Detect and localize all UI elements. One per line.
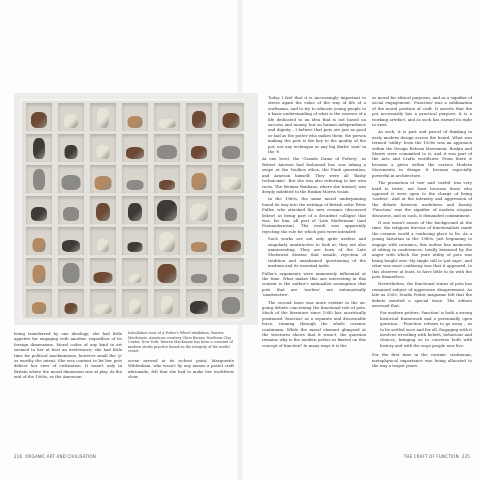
pottery-vessel: [95, 176, 112, 190]
pottery-vessel: [63, 263, 80, 283]
shelf-cell: [218, 103, 244, 131]
pottery-vessel: [126, 147, 144, 159]
pottery-vessel: [33, 138, 45, 159]
right-running-head: THE CRAFT OF FUNCTION: [403, 454, 459, 459]
middle-paragraph-6: The second issue was more evident in the on-going debate concerning the functional role of pots. Much of the literature since 1940 has uncritically positioned 'function' as a separate and discernable force, running through the whole ceramic continuum. While the moral element glimpsed at the strictures shows that it wasn't, the question remains why is the modern potter so fixated on this concept of function? In many ways it is the: [262, 299, 366, 348]
shelf-cell: [122, 258, 148, 286]
shelf-cell: [58, 227, 84, 255]
shelf-cell: [26, 165, 52, 193]
shelf-cell: [58, 134, 84, 162]
photo-caption: Installation view of A Potter's Wheel exhibition, Warren MacKenzie, American courtesy Chris Kerner, Northern Clay Center, New York. Warren MacKenzie has been a constant of modern studio practice based on the integrity of the useful vessel.: [128, 331, 233, 354]
right-footer: [404, 454, 470, 459]
middle-paragraph-2: At one level, the 'Grande Dame of Pottery', as Robert Ameson had fashioned her, was taking a swipe at the Voulkos ethos, the Funk generation, and Arneson himself. They were all 'flashy technicians'. But she was also referring to her own roots. The Weimar Bauhaus, where she trained, was deeply indebted to the Ruskin-Morris vision.: [262, 156, 366, 194]
right-paragraph-4: If one wasn't aware of the background at the time, the religious fervour of functionalists made the ceramic world a confusing place to be. As a young historian in the 1980s, just beginning to engage with ceramics, this author has memories of sitting in conferences, totally bemused by the anger with which the pure utility of pots was being fought over. My single call to 'pot sage', and what was most confusing was that it appeared, to this observer at least, to have little to do with the pots themselves.: [372, 219, 472, 279]
shelf-cell: [122, 289, 148, 317]
pottery-vessel: [62, 175, 81, 190]
left-folio: 216: [14, 454, 23, 459]
pottery-vessel: [31, 207, 47, 221]
left-body-paragraph: being transferred by one ideology; she had little appetite for engaging with another, regardless of its foreign dimensions. Moral codes of any kind in art seemed to her at best an irrelevance; she had little time for political machinations, however small the 'p' or worthy the intent. She was content to let her pots deliver her view of civilisation. It wasn't only in Britain where the moral dimension was at play. At the end of the 1960s, as the American: [14, 331, 122, 380]
pottery-vessel: [191, 242, 207, 252]
right-paragraph-2: As such, it is part and parcel of thinking in early modern design across the board. What was termed 'utility' from the 1930s was an approach within the Design Reform Movement. Ruskin and Morris were committed to it, and it was part of the Arts and Crafts worldview. From there it became a given within the various Modern Movements in design. It became especially powerful in architecture.: [372, 129, 472, 178]
left-footer: [14, 454, 96, 459]
shelf-cell: [218, 165, 244, 193]
pottery-vessel: [97, 145, 110, 159]
shelf-cell: [26, 196, 52, 224]
pottery-vessel: [97, 108, 109, 128]
pottery-cabinet-photo: [14, 93, 258, 325]
shelf-cell: [58, 196, 84, 224]
pottery-vessel: [127, 180, 144, 190]
pottery-vessel: [159, 180, 175, 190]
pottery-vessel: [157, 145, 177, 159]
pottery-vessel: [32, 302, 46, 314]
pottery-vessel: [94, 272, 113, 283]
shelf-cell: [58, 103, 84, 131]
pottery-vessel: [96, 203, 110, 221]
pottery-vessel: [223, 274, 239, 283]
shelf-cell: [154, 103, 180, 131]
pottery-vessel: [65, 145, 78, 159]
shelf-cell: [58, 165, 84, 193]
shelf-cell: [186, 134, 212, 162]
pottery-vessel: [161, 296, 173, 314]
shelf-cell: [218, 258, 244, 286]
shelf-cell: [90, 165, 116, 193]
shelf-cell: [26, 103, 52, 131]
shelf-cell: [58, 289, 84, 317]
shelf-cabinet: [20, 99, 244, 321]
right-paragraph-3: The promotion of 'use' and 'useful' was very hard to resist, not least because those who opposed it were open to the charge of being 'useless'. And at the intensity and aggression of the debate between usefulness and beauty 'Function' was the signifier of modern utopian discourse, and as such, it demanded commitment.: [372, 180, 472, 218]
shelf-cell: [186, 165, 212, 193]
right-paragraph-1: so moral for ethical purposes, and as a signifier of social engagement. 'Function' was a sublimation of the moral position of craft. It asserts that the pot necessarily has a practical purpose; it is a working artefact, and as such has earned its right to exist.: [372, 95, 472, 128]
shelf-cell: [154, 196, 180, 224]
pottery-vessel: [129, 299, 141, 314]
pottery-vessel: [31, 112, 47, 128]
shelf-cell: [90, 103, 116, 131]
pottery-vessel: [62, 240, 80, 252]
right-paragraph-5: Nevertheless, the functional status of pots has remained subject of aggressive disagreement. As late as 2005, Studio Potter magazine felt that the debate merited a special issue. The editors assessed that:: [372, 281, 472, 309]
pottery-vessel: [63, 207, 79, 221]
pottery-vessel: [128, 116, 143, 128]
left-body-text-continued: [128, 358, 234, 382]
left-body-text: [14, 331, 122, 382]
middle-column: [262, 95, 366, 350]
shelf-cell: [122, 165, 148, 193]
shelf-cell: [122, 134, 148, 162]
shelf-cell: [154, 165, 180, 193]
shelf-cell: [122, 196, 148, 224]
pottery-vessel: [221, 177, 241, 190]
shelf-cell: [218, 227, 244, 255]
shelf-cell: [122, 227, 148, 255]
shelf-cell: [90, 258, 116, 286]
pottery-vessel: [222, 146, 240, 159]
shelf-cell: [154, 289, 180, 317]
pottery-vessel: [128, 242, 143, 252]
pottery-vessel: [128, 203, 142, 221]
shelf-cell: [122, 103, 148, 131]
shelf-cell: [154, 258, 180, 286]
pottery-vessel: [64, 114, 78, 128]
shelf-cell: [186, 103, 212, 131]
middle-paragraph-3: In the 1960s, the same moral underpinning found its way into the writings of British critic Peter Fuller, who attacked the new ceramic (discussed below) as being part of a decadent collapse that was, for him, all part of 'Late Modernism' (and Postmodernism). The result was apparently rejecting the role for which pots were intended:: [262, 196, 366, 234]
shelf-cell: [90, 227, 116, 255]
pottery-vessel: [129, 274, 141, 283]
right-folio: 235: [461, 454, 470, 459]
shelf-cell: [26, 258, 52, 286]
right-column: [372, 95, 472, 371]
shelf-cell: [26, 134, 52, 162]
pottery-vessel: [192, 173, 207, 190]
block-quote: For modern potters, 'function' is both a strong historical framework and a perennially open question... 'Function' refuses to go away – as to be settled once and for all. Engaging with it involves wrestling with beliefs, behaviour and choices, bringing us to converse both with history and with the ways people now live.: [380, 310, 472, 348]
shelf-cell: [26, 289, 52, 317]
middle-paragraph-4: Such works are not only quite useless and singularly unattractive to look at; they are also uninteresting. They are born of the Late Modernist disease that assails, rejection of tradition and unashamed questioning of the medium and its essential tasks.: [268, 236, 366, 269]
pottery-vessel: [95, 304, 112, 314]
middle-paragraph-5: Fuller's arguments were immensely influential at the time. What makes this one interesting in this context is the author's nationalist assumption that pots that are 'useless' are automatically 'unattractive'.: [262, 270, 366, 298]
shelf-cell: [218, 134, 244, 162]
pottery-vessel: [97, 239, 109, 252]
pottery-vessel: [158, 264, 177, 283]
pottery-vessel: [225, 208, 237, 221]
shelf-cell: [26, 227, 52, 255]
pottery-vessel: [157, 200, 177, 221]
pottery-vessel: [159, 232, 175, 252]
pottery-vessel: [191, 146, 207, 159]
left-running-head: ORGANIC ART AND CIVILISATION: [25, 454, 96, 459]
shelf-cell: [186, 258, 212, 286]
shelf-cell: [154, 227, 180, 255]
pottery-vessel: [33, 169, 45, 190]
shelf-cell: [154, 134, 180, 162]
pottery-vessel: [33, 238, 46, 252]
middle-paragraph-1: Today I feel that it is increasingly important to stress again the value of the way of life of a craftsman, and to try to educate young people to a basic understanding of what is the essence of a life dedicated to an idea that is not based on success and money, but on human independence and dignity... I believe that pots are just as good or bad as the potter who makes them; the person making the pots is the key to the quality of the pot, not any technique or any big Barbe 'rant' in the '6: [268, 95, 366, 155]
shelf-cell: [90, 196, 116, 224]
shelf-cell: [218, 289, 244, 317]
right-paragraph-closing: For the first time in the ceramic continuum, metaphysical importance was being allocated to the way a teapot pours: [372, 352, 472, 369]
shelf-cell: [90, 134, 116, 162]
shelf-cell: [218, 196, 244, 224]
shelf-cell: [186, 227, 212, 255]
left-body-paragraph-2: scene arrived at its richest point, Marguerite Wildenhain, who wasn't by any means a pastel craft aficionado, felt that she had to make her worldview clear.: [128, 358, 234, 380]
pottery-vessel: [191, 274, 207, 283]
shelf-cell: [58, 258, 84, 286]
pottery-vessel: [159, 119, 176, 128]
pottery-vessel: [33, 265, 46, 283]
pottery-vessel: [221, 240, 241, 252]
pottery-vessel: [223, 113, 240, 128]
pottery-vessel: [65, 303, 78, 314]
shelf-cell: [186, 289, 212, 317]
pottery-vessel: [222, 297, 240, 314]
pottery-vessel: [190, 301, 208, 314]
shelf-cell: [186, 196, 212, 224]
pottery-vessel: [192, 111, 206, 128]
pottery-vessel: [190, 204, 208, 221]
shelf-cell: [90, 289, 116, 317]
